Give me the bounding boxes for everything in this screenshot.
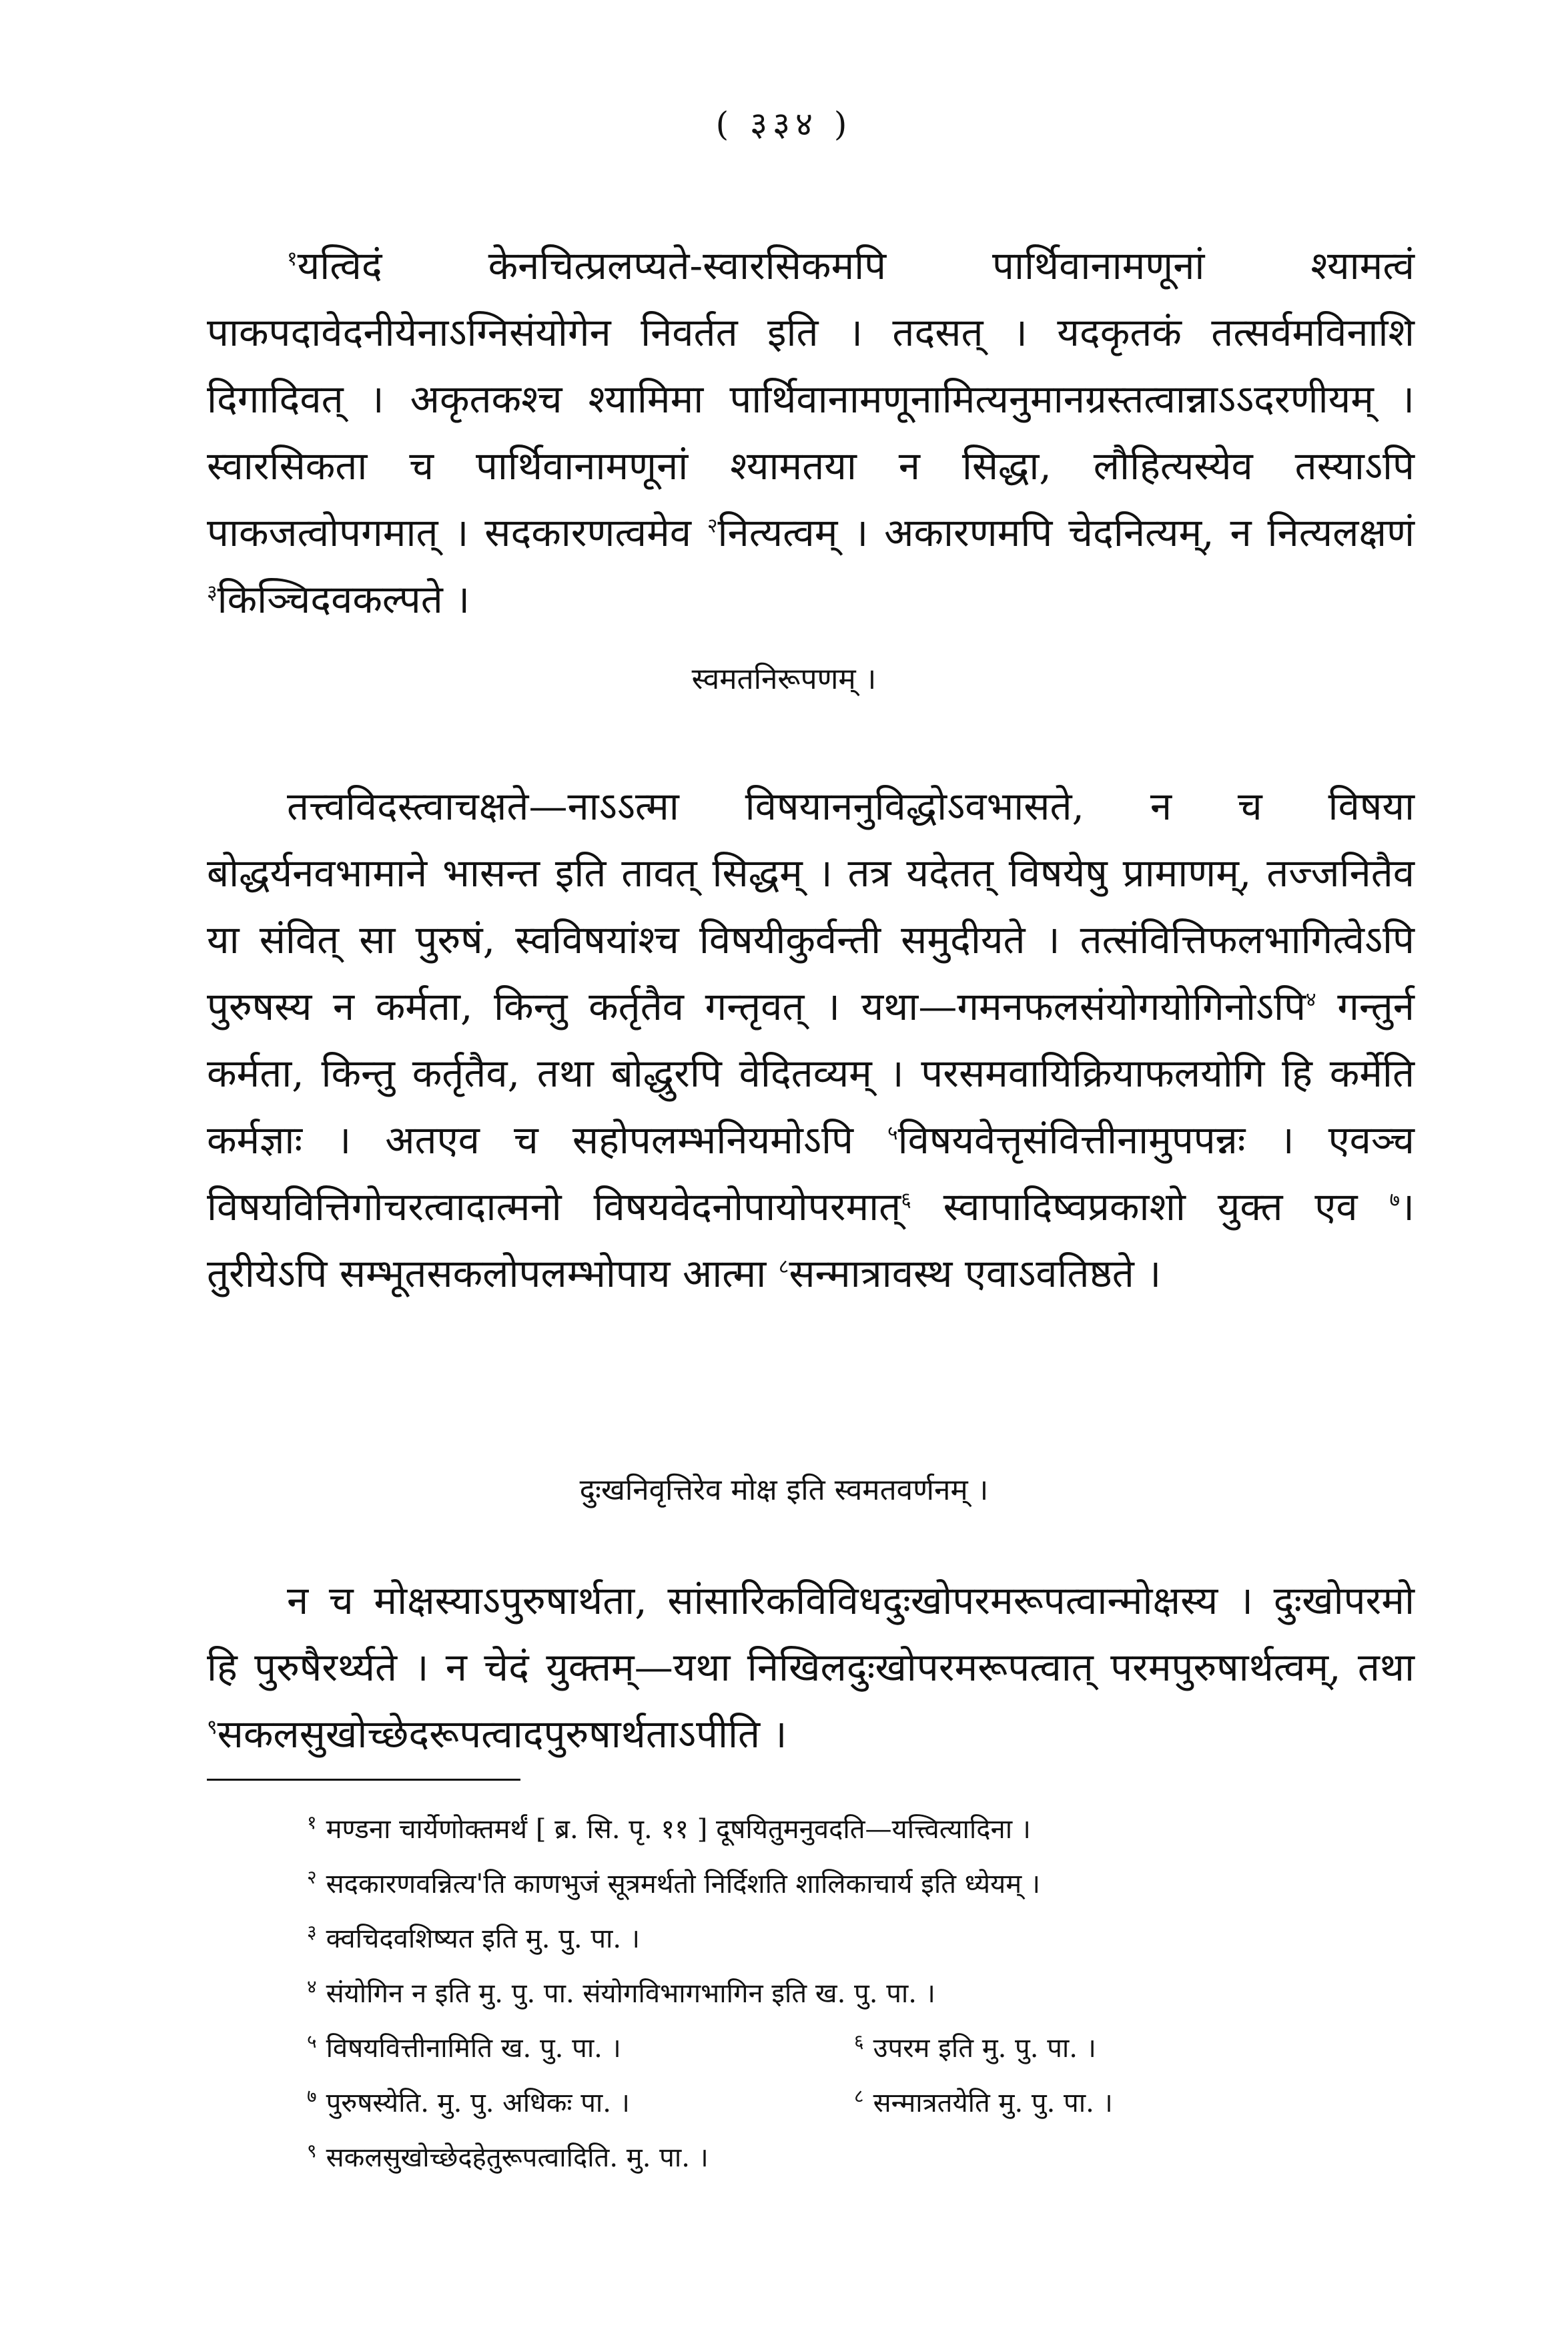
- footnote-ref-2: २: [707, 514, 718, 538]
- footnote-text: सकलसुखोच्छेदहेतुरूपत्वादिति. मु. पा. ।: [326, 2142, 709, 2173]
- footnote-text: क्वचिदवशिष्यत इति मु. पु. पा. ।: [326, 1924, 641, 1954]
- footnote-1: [307, 1802, 1428, 1857]
- footnote-text: मण्डना चार्येणोक्तमर्थं [ ब्र. सि. पृ. ११ ] दूषयितुमनुवदति—यत्त्वित्यादिना ।: [326, 1814, 1031, 1845]
- footnote-ref-1: १: [287, 247, 298, 271]
- section-heading-1: स्वमतनिरूपणम् ।: [691, 662, 877, 696]
- paragraph-2-text-c: विषयवेत्तृसंवित्तीनामुपपन्नः । एवञ्च विषयवित्तिगोचरत्वादात्मनो विषयवेदनोपायोपरमात्: [207, 1117, 1415, 1229]
- footnote-text: विषयवित्तीनामिति ख. पु. पा. ।: [326, 2033, 621, 2064]
- footnote-text: सदकारणवन्नित्य'ति काणभुजं सूत्रमर्थतो निर्दिशति शालिकाचार्य इति ध्येयम् ।: [326, 1869, 1041, 1900]
- paragraph-1: [207, 232, 1415, 633]
- footnote-text: सन्मात्रतयेति मु. पु. पा. ।: [873, 2088, 1113, 2118]
- paragraph-1-text-b: नित्यत्वम् । अकारणमपि चेदनित्यम्, न नित्यलक्षणं: [717, 510, 1415, 555]
- paragraph-2-text-f: सन्मात्रावस्थ एवाऽवतिष्ठते ।: [789, 1251, 1162, 1296]
- footnote-ref-3: ३: [207, 581, 218, 605]
- footnote-number: ५: [307, 2030, 317, 2052]
- footnote-6: [854, 2021, 1401, 2076]
- paragraph-3-text-b: सकलसुखोच्छेदरूपत्वादपुरुषार्थताऽपीति ।: [217, 1711, 787, 1757]
- footnote-ref-8: ८: [778, 1255, 789, 1279]
- paragraph-2-text-d: स्वापादिष्वप्रकाशो युक्त एव: [943, 1184, 1358, 1229]
- footnote-divider: [207, 1779, 520, 1781]
- footnote-number: ७: [307, 2084, 317, 2107]
- footnote-number: ४: [307, 1975, 317, 1998]
- footnote-number: ९: [307, 2139, 317, 2162]
- footnote-number: ८: [854, 2084, 864, 2107]
- footnote-ref-9: ९: [207, 1715, 218, 1739]
- paragraph-2-text-e: । तुरीयेऽपि सम्भूतसकलोपलम्भोपाय आत्मा: [207, 1184, 1415, 1296]
- paragraph-2: [207, 773, 1415, 1307]
- paragraph-3: [207, 1567, 1415, 1767]
- footnote-5: [307, 2021, 854, 2076]
- footnote-text: उपरम इति मु. पु. पा. ।: [873, 2033, 1096, 2064]
- paragraph-2-text-b: गन्तुर्न कर्मता, किन्तु कर्तृतैव, तथा बोद्धुरपि वेदितव्यम् । परसमवायिक्रियाफलयोगि हि कर्मेति कर्मज्ञाः । अतएव च सहोपलम्भनियमोऽपि: [207, 984, 1415, 1163]
- footnote-number: २: [307, 1865, 317, 1888]
- footnote-ref-6: ६: [901, 1188, 911, 1212]
- footnotes: [307, 1802, 1428, 2185]
- footnote-text: संयोगिन न इति मु. पु. पा. संयोगविभागभागिन इति ख. पु. पा. ।: [326, 1978, 935, 2009]
- footnote-row-5-6: [307, 2021, 1428, 2076]
- footnote-number: ६: [854, 2030, 864, 2052]
- footnote-ref-7: ७: [1389, 1188, 1401, 1212]
- footnote-9: [307, 2130, 1428, 2185]
- footnote-number: १: [307, 1811, 317, 1833]
- page-number: ( ३३४ ): [715, 105, 853, 143]
- footnote-ref-5: ५: [887, 1121, 898, 1145]
- paragraph-1-text-c: किञ्चिदवकल्पते ।: [217, 577, 470, 622]
- section-heading-2: दुःखनिवृत्तिरेव मोक्ष इति स्वमतवर्णनम् ।: [579, 1473, 989, 1507]
- footnote-7: [307, 2076, 854, 2130]
- footnote-4: [307, 1966, 1428, 2021]
- footnote-text: पुरुषस्येति. मु. पु. अधिकः पा. ।: [326, 2088, 630, 2118]
- footnote-8: [854, 2076, 1401, 2130]
- footnote-ref-4: ४: [1306, 988, 1316, 1012]
- paragraph-2-text-a: तत्त्वविदस्त्वाचक्षते—नाऽऽत्मा विषयाननुविद्धोऽवभासते, न च विषया बोद्धर्यनवभामाने भासन्त इति तावत् सिद्धम् । तत्र यदेतत् विषयेषु प्रामाणम्, तज्जनितैव या संवित् सा पुरुषं, स्वविषयांश्च विषयीकुर्वन्ती समुदीयते । तत्संवित्तिफलभागित्वेऽपि पुरुषस्य न कर्मता, किन्तु कर्तृतैव गन्तृवत् । यथा—गमनफलसंयोगयोगिनोऽपि: [207, 784, 1415, 1029]
- footnote-number: ३: [307, 1920, 317, 1943]
- paragraph-3-text-a: न च मोक्षस्याऽपुरुषार्थता, सांसारिकविविधदुःखोपरमरूपत्वान्मोक्षस्य । दुःखोपरमो हि पुरुषैरर्थ्यते । न चेदं युक्तम्—यथा निखिलदुःखोपरमरूपत्वात् परमपुरुषार्थत्वम्, तथा: [207, 1578, 1415, 1690]
- footnote-2: [307, 1857, 1428, 1912]
- footnote-row-7-8: [307, 2076, 1428, 2130]
- paragraph-1-text-a: यत्विदं केनचित्प्रलप्यते-स्वारसिकमपि पार्थिवानामणूनां श्यामत्वं पाकपदावेदनीयेनाऽग्निसंयोगेन निवर्तत इति । तदसत् । यदकृतकं तत्सर्वमविनाशि दिगादिवत् । अकृतकश्च श्यामिमा पार्थिवानामणूनामित्यनुमानग्रस्तत्वान्नाऽऽदरणीयम् । स्वारसिकता च पार्थिवानामणूनां श्यामतया न सिद्धा, लौहित्यस्येव तस्याऽपि पाकजत्वोपगमात् । सदकारणत्वमेव: [207, 243, 1415, 555]
- footnote-3: [307, 1912, 1428, 1966]
